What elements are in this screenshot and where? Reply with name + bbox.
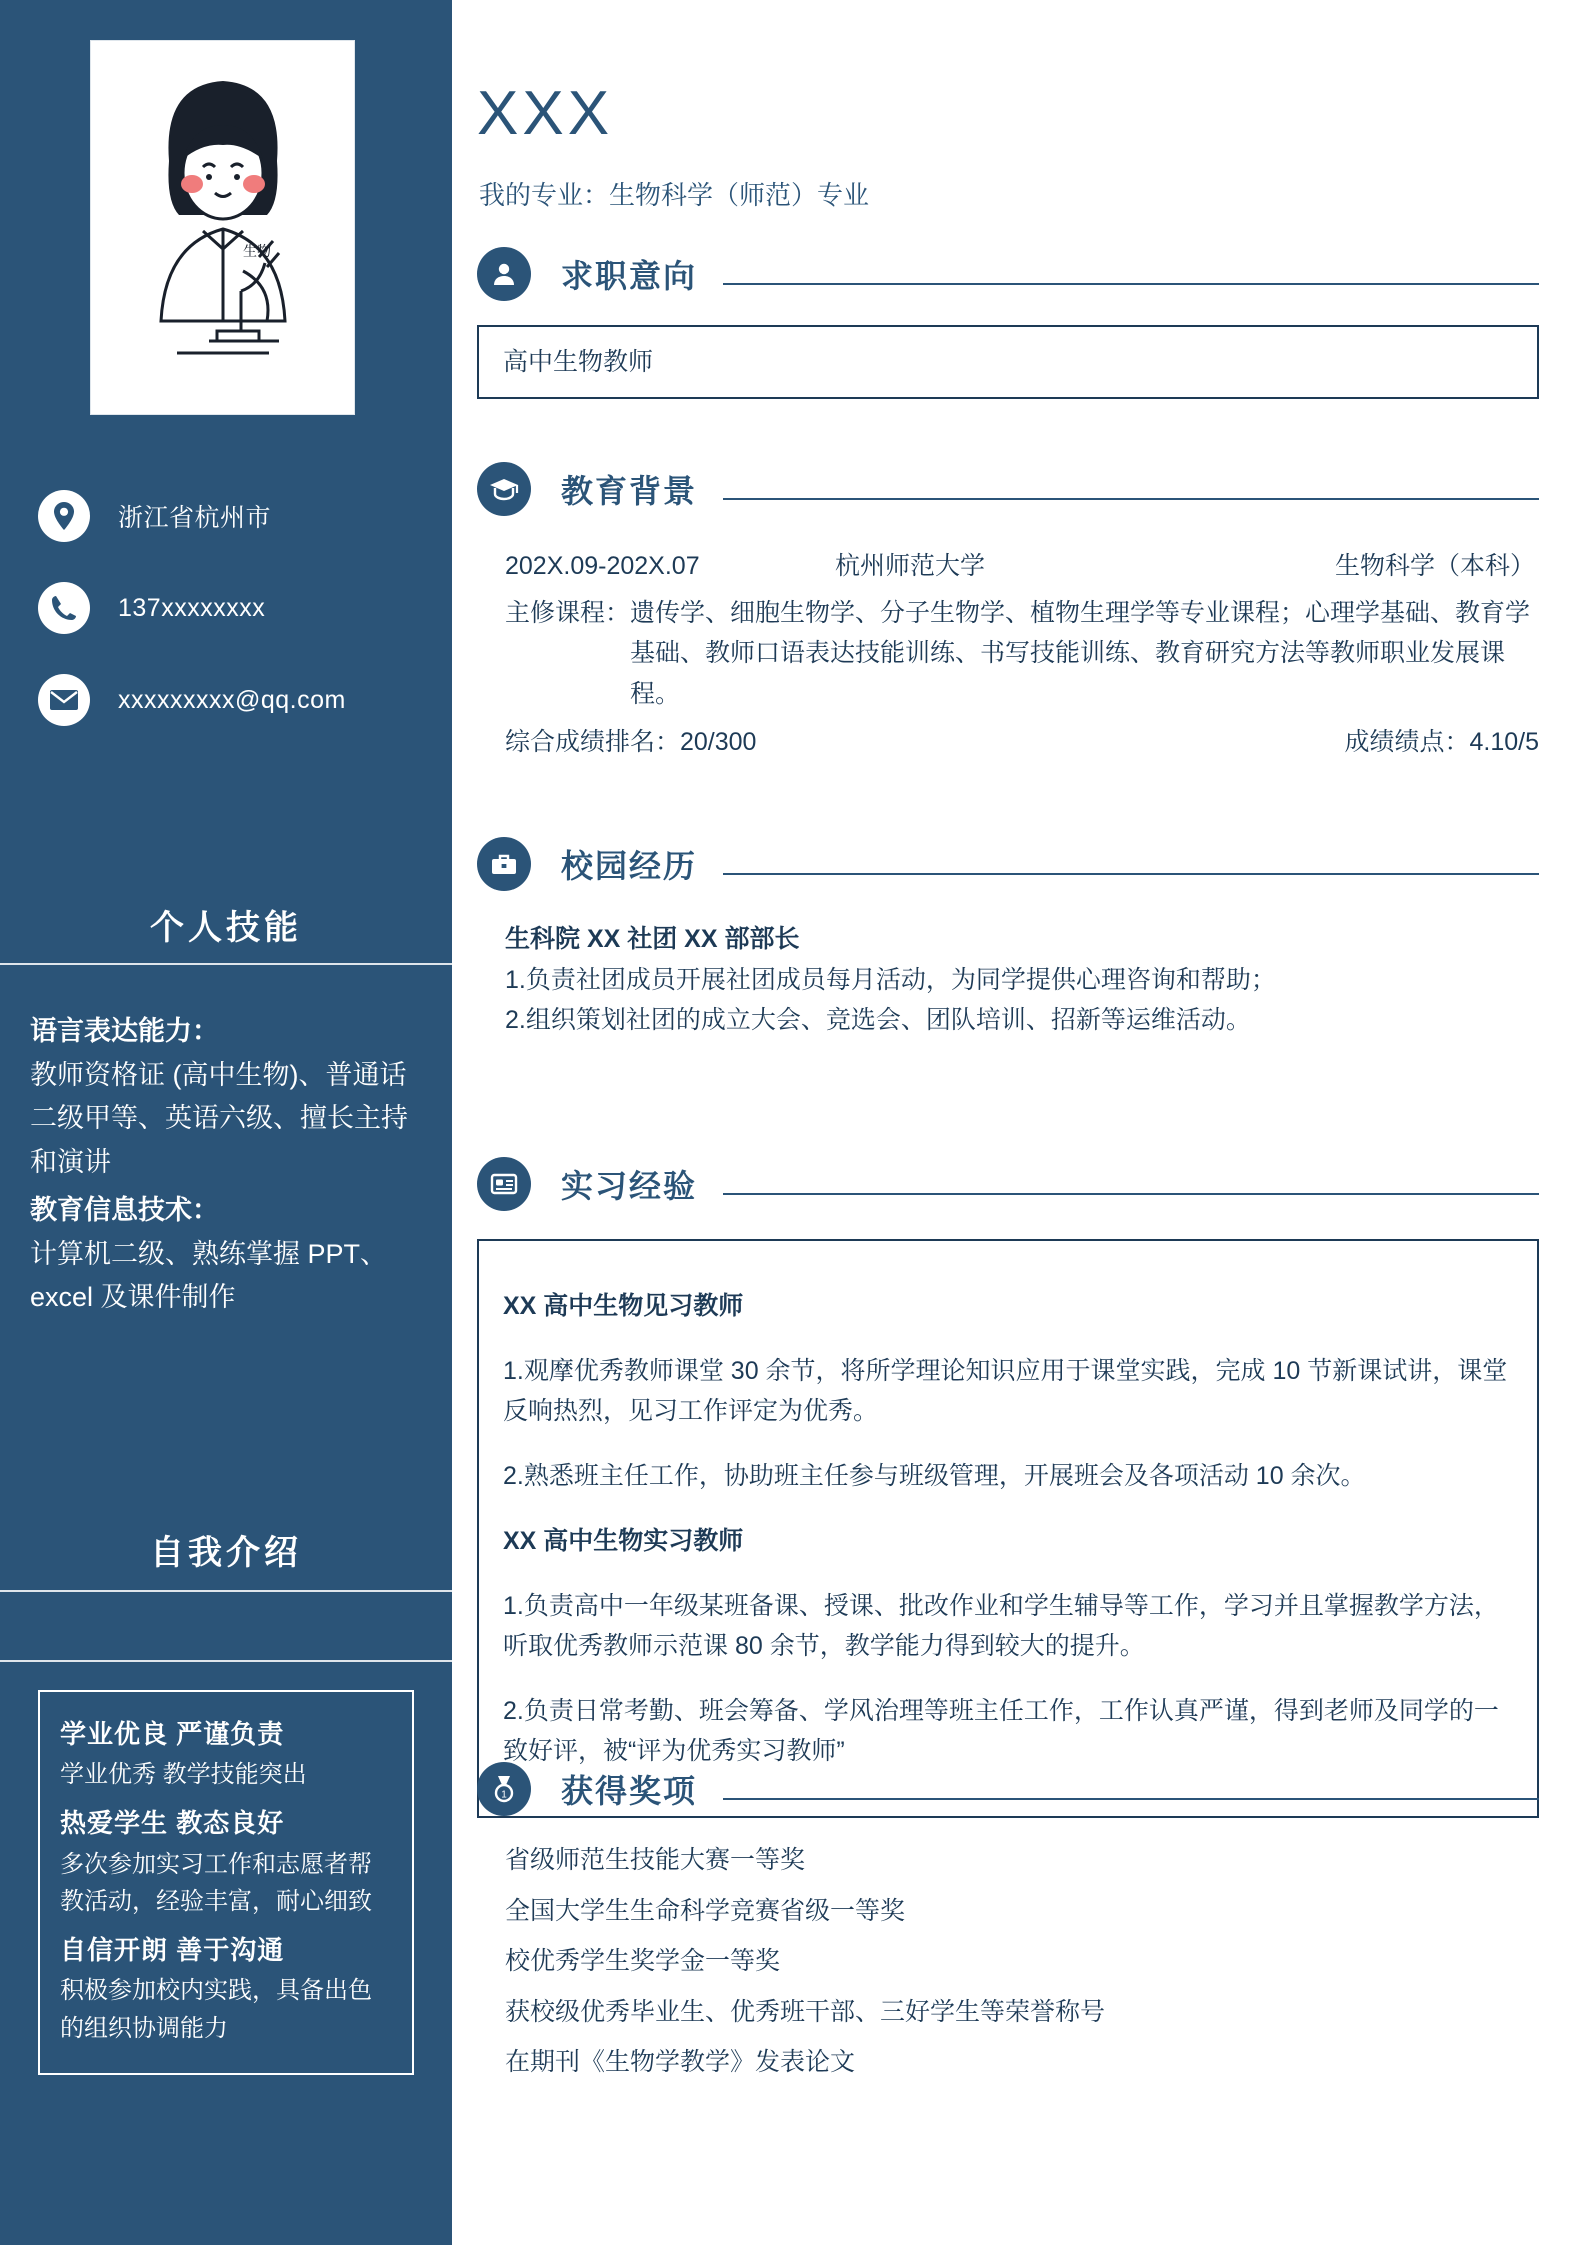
major-line: 我的专业：生物科学（师范）专业 <box>479 180 870 210</box>
section-campus <box>477 835 1539 1041</box>
section-campus-header <box>477 835 1539 893</box>
internship-2-item-2: 2.负责日常考勤、班会筹备、学风治理等班主任工作，工作认真严谨，得到老师及同学的一致好评，被“评为优秀实习教师” <box>503 1697 1499 1765</box>
contact-item-phone <box>0 562 452 654</box>
contact-location-text: 浙江省杭州市 <box>118 504 272 532</box>
section-internship-header <box>477 1155 1539 1213</box>
section-education-title: 教育背景 <box>561 473 698 509</box>
section-education-rule <box>723 498 1539 500</box>
education-courses-label: 主修课程： <box>505 598 631 627</box>
section-objective-rule <box>723 283 1539 285</box>
internship-1-item-2: 2.熟悉班主任工作，协助班主任参与班级管理，开展班会及各项活动 10 余次。 <box>503 1462 1366 1490</box>
objective-value-box <box>477 325 1539 399</box>
section-internship <box>477 1155 1539 1818</box>
page-title: XXX <box>477 79 614 148</box>
skill-label-language: 语言表达能力： <box>30 1016 219 1046</box>
briefcase-icon <box>477 837 531 891</box>
award-item-2: 全国大学生生命科学竞赛省级一等奖 <box>505 1896 906 1925</box>
medal-icon <box>477 1762 531 1816</box>
intro-title-2: 热爱学生 教态良好 <box>60 1808 285 1839</box>
award-item-1: 省级师范生技能大赛一等奖 <box>505 1846 806 1874</box>
skill-text-it: 计算机二级、熟练掌握 PPT、excel 及课件制作 <box>30 1238 388 1313</box>
sidebar-intro-box <box>38 1690 414 2075</box>
section-objective-header <box>477 245 1539 303</box>
internship-2-item-1: 1.负责高中一年级某班备课、授课、批改作业和学生辅导等工作，学习并且掌握教学方法，听取优秀教师示范课 80 余节，教学能力得到较大的提升。 <box>503 1592 1499 1660</box>
section-campus-rule <box>723 873 1539 875</box>
graduation-cap-icon <box>477 462 531 516</box>
skill-text-language: 教师资格证 (高中生物)、普通话二级甲等、英语六级、擅长主持和演讲 <box>30 1059 408 1178</box>
campus-item-2: 2.组织策划社团的成立大会、竞选会、团队培训、招新等运维活动。 <box>505 1006 1251 1034</box>
scientist-illustration-icon <box>91 41 354 414</box>
avatar <box>90 40 355 415</box>
contact-phone-text: 137xxxxxxxx <box>118 593 266 622</box>
section-internship-title: 实习经验 <box>561 1168 698 1204</box>
contact-email-text: xxxxxxxxx@qq.com <box>118 685 346 714</box>
section-education <box>477 460 1539 763</box>
campus-role: 生科院 XX 社团 XX 部部长 <box>505 925 800 953</box>
internship-box <box>477 1239 1539 1818</box>
section-objective <box>477 245 1539 399</box>
sidebar-skills-block <box>30 1010 422 1324</box>
objective-value: 高中生物教师 <box>503 348 654 376</box>
education-courses-row <box>505 593 1539 715</box>
main-content <box>452 0 1587 2245</box>
education-entry <box>477 546 1539 763</box>
sidebar-divider-middle <box>0 1590 452 1592</box>
award-item-3: 校优秀学生奖学金一等奖 <box>505 1947 781 1975</box>
education-date: 202X.09-202X.07 <box>505 552 700 580</box>
contact-item-email <box>0 654 452 746</box>
section-internship-rule <box>723 1193 1539 1195</box>
sidebar-skills-heading: 个人技能 <box>150 909 302 947</box>
award-item-4: 获校级优秀毕业生、优秀班干部、三好学生等荣誉称号 <box>505 1997 1106 2026</box>
email-icon <box>38 674 90 726</box>
section-campus-title: 校园经历 <box>561 848 698 884</box>
education-gpa: 成绩绩点：4.10/5 <box>1344 728 1539 756</box>
intro-text-1: 学业优秀 教学技能突出 <box>60 1761 307 1789</box>
user-circle-icon <box>477 247 531 301</box>
section-objective-title: 求职意向 <box>561 258 698 294</box>
section-awards-title: 获得奖项 <box>561 1773 698 1809</box>
section-education-header <box>477 460 1539 518</box>
contact-list <box>0 470 452 746</box>
campus-entry <box>477 919 1539 1041</box>
education-rank: 综合成绩排名：20/300 <box>505 728 757 756</box>
education-row-scores <box>505 722 1539 763</box>
intro-text-2: 多次参加实习工作和志愿者帮教活动，经验丰富，耐心细致 <box>60 1850 372 1915</box>
internship-1-role: XX 高中生物见习教师 <box>503 1292 744 1320</box>
campus-item-1: 1.负责社团成员开展社团成员每月活动，为同学提供心理咨询和帮助； <box>505 965 1276 994</box>
sidebar-divider-top <box>0 963 452 965</box>
svg-text:1: 1 <box>501 1789 507 1801</box>
sidebar-intro-heading: 自我介绍 <box>150 1534 302 1572</box>
education-row-top <box>505 546 1539 587</box>
id-card-icon <box>477 1157 531 1211</box>
internship-1-item-1: 1.观摩优秀教师课堂 30 余节，将所学理论知识应用于课堂实践，完成 10 节新课试讲，课堂反响热烈，见习工作评定为优秀。 <box>503 1357 1508 1425</box>
award-item-5: 在期刊《生物学教学》发表论文 <box>505 2048 856 2076</box>
intro-text-3: 积极参加校内实践，具备出色的组织协调能力 <box>60 1977 372 2042</box>
sidebar <box>0 0 452 2245</box>
intro-title-3: 自信开朗 善于沟通 <box>60 1935 285 1966</box>
svg-text:生物: 生物 <box>243 243 271 259</box>
education-school: 杭州师范大学 <box>835 552 986 580</box>
awards-list <box>477 1840 1539 2083</box>
education-degree: 生物科学（本科） <box>1334 552 1535 580</box>
section-awards-rule <box>723 1798 1539 1800</box>
sidebar-divider-bottom <box>0 1660 452 1662</box>
contact-item-location <box>0 470 452 562</box>
phone-icon <box>38 582 90 634</box>
section-awards-header <box>477 1760 1539 1818</box>
intro-title-1: 学业优良 严谨负责 <box>60 1719 285 1749</box>
location-pin-icon <box>38 490 90 542</box>
section-awards <box>477 1760 1539 2093</box>
internship-2-role: XX 高中生物实习教师 <box>503 1527 744 1555</box>
education-courses-text: 遗传学、细胞生物学、分子生物学、植物生理学等专业课程；心理学基础、教育学基础、教师口语表达技能训练、书写技能训练、教育研究方法等教师职业发展课程。 <box>630 598 1531 708</box>
skill-label-it: 教育信息技术： <box>30 1194 219 1225</box>
